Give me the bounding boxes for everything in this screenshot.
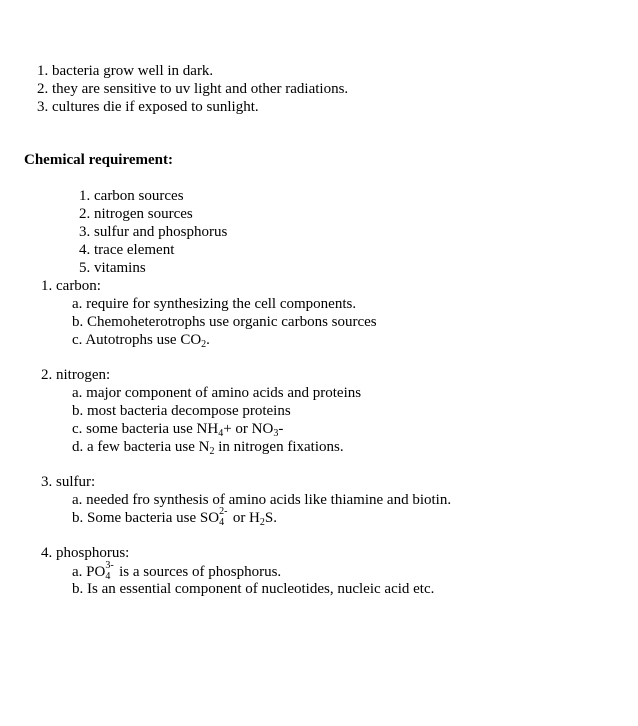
sulfate-charge: 2- 4: [219, 506, 228, 528]
requirement-item-4: 4. trace element: [79, 242, 175, 258]
phosphorus-item-b: b. Is an essential component of nucleotides, nucleic acid etc.: [72, 581, 435, 597]
phosphorus-item-a: a. PO 3- 4 is a sources of phosphorus.: [72, 560, 282, 582]
intro-item-1: 1. bacteria grow well in dark.: [37, 63, 214, 79]
nitrogen-item-c: c. some bacteria use $NH_4+$ or $NO_3-$: [72, 421, 284, 439]
phosphorus-title: 4. phosphorus:: [41, 545, 130, 561]
nitrogen-item-b: b. most bacteria decompose proteins: [72, 403, 291, 419]
carbon-item-c: c. Autotrophs use $CO_2$.: [72, 332, 210, 350]
requirement-item-3: 3. sulfur and phosphorus: [79, 224, 228, 240]
requirement-item-2: 2. nitrogen sources: [79, 206, 193, 222]
intro-item-2: 2. they are sensitive to uv light and other radiations.: [37, 81, 349, 97]
carbon-item-b: b. Chemoheterotrophs use organic carbons sources: [72, 314, 377, 330]
phosphate-charge: 3- 4: [105, 560, 114, 582]
requirement-item-1: 1. carbon sources: [79, 188, 184, 204]
requirement-item-5: 5. vitamins: [79, 260, 146, 276]
intro-item-3: 3. cultures die if exposed to sunlight.: [37, 99, 259, 115]
nitrogen-item-d: d. a few bacteria use $N_2$ in nitrogen fixations.: [72, 439, 344, 457]
nitrogen-item-a: a. major component of amino acids and proteins: [72, 385, 362, 401]
chemical-requirement-heading: Chemical requirement:: [24, 152, 173, 168]
sulfur-item-b: b. Some bacteria use SO 2- 4 or $H_2S$.: [72, 506, 277, 528]
nitrogen-title: 2. nitrogen:: [41, 367, 111, 383]
sulfur-item-a: a. needed fro synthesis of amino acids like thiamine and biotin.: [72, 492, 452, 508]
carbon-item-a: a. require for synthesizing the cell components.: [72, 296, 357, 312]
carbon-title: 1. carbon:: [41, 278, 101, 294]
sulfur-title: 3. sulfur:: [41, 474, 96, 490]
